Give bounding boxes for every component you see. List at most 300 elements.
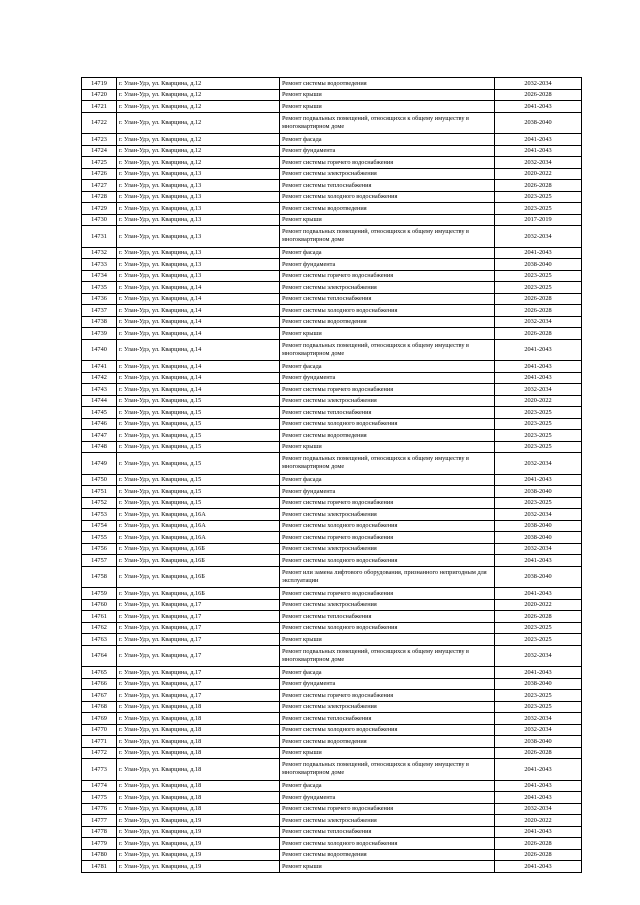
work-type-cell: Ремонт системы холодного водоснабжения (280, 838, 495, 850)
row-number-cell: 14776 (82, 803, 117, 815)
work-type-cell: Ремонт подвальных помещений, относящихся к общему имуществу в многоквартирном доме (280, 226, 495, 248)
table-row (82, 407, 582, 419)
table-row (82, 316, 582, 328)
address-cell: г. Улан-Удэ, ул. Кварцина, д.12 (117, 101, 280, 113)
work-type-cell: Ремонт системы водоотведения (280, 316, 495, 328)
period-cell: 2041-2043 (495, 555, 582, 567)
row-number-cell: 14751 (82, 486, 117, 498)
table-row (82, 78, 582, 90)
table-row (82, 112, 582, 134)
row-number-cell: 14743 (82, 384, 117, 396)
table-row (82, 838, 582, 850)
row-number-cell: 14753 (82, 509, 117, 521)
work-type-cell: Ремонт системы водоотведения (280, 736, 495, 748)
row-number-cell: 14741 (82, 361, 117, 373)
row-number-cell: 14747 (82, 430, 117, 442)
table-row (82, 157, 582, 169)
table-row (82, 430, 582, 442)
work-type-cell: Ремонт крыши (280, 101, 495, 113)
row-number-cell: 14744 (82, 395, 117, 407)
address-cell: г. Улан-Удэ, ул. Кварцина, д.19 (117, 826, 280, 838)
period-cell: 2026-2028 (495, 747, 582, 759)
work-type-cell: Ремонт фундамента (280, 145, 495, 157)
address-cell: г. Улан-Удэ, ул. Кварцина, д.19 (117, 838, 280, 850)
row-number-cell: 14760 (82, 599, 117, 611)
address-cell: г. Улан-Удэ, ул. Кварцина, д.14 (117, 328, 280, 340)
period-cell: 2032-2034 (495, 316, 582, 328)
row-number-cell: 14750 (82, 474, 117, 486)
row-number-cell: 14767 (82, 690, 117, 702)
period-cell: 2017-2019 (495, 214, 582, 226)
period-cell: 2032-2034 (495, 226, 582, 248)
row-number-cell: 14768 (82, 701, 117, 713)
table-row (82, 747, 582, 759)
period-cell: 2023-2025 (495, 282, 582, 294)
work-type-cell: Ремонт системы электроснабжения (280, 282, 495, 294)
row-number-cell: 14755 (82, 532, 117, 544)
period-cell: 2026-2028 (495, 328, 582, 340)
address-cell: г. Улан-Удэ, ул. Кварцина, д.12 (117, 157, 280, 169)
address-cell: г. Улан-Удэ, ул. Кварцина, д.12 (117, 145, 280, 157)
address-cell: г. Улан-Удэ, ул. Кварцина, д.14 (117, 282, 280, 294)
table-row (82, 736, 582, 748)
period-cell: 2041-2043 (495, 780, 582, 792)
address-cell: г. Улан-Удэ, ул. Кварцина, д.13 (117, 180, 280, 192)
table-row (82, 520, 582, 532)
period-cell: 2041-2043 (495, 145, 582, 157)
row-number-cell: 14779 (82, 838, 117, 850)
address-cell: г. Улан-Удэ, ул. Кварцина, д.15 (117, 395, 280, 407)
address-cell: г. Улан-Удэ, ул. Кварцина, д.14 (117, 305, 280, 317)
table-row (82, 497, 582, 509)
address-cell: г. Улан-Удэ, ул. Кварцина, д.17 (117, 634, 280, 646)
work-type-cell: Ремонт системы теплоснабжения (280, 713, 495, 725)
period-cell: 2020-2022 (495, 599, 582, 611)
row-number-cell: 14759 (82, 588, 117, 600)
work-type-cell: Ремонт подвальных помещений, относящихся к общему имуществу в многоквартирном доме (280, 339, 495, 361)
table-row (82, 622, 582, 634)
row-number-cell: 14778 (82, 826, 117, 838)
work-type-cell: Ремонт фасада (280, 667, 495, 679)
work-type-cell: Ремонт подвальных помещений, относящихся к общему имуществу в многоквартирном доме (280, 453, 495, 475)
table-row (82, 701, 582, 713)
table-row (82, 826, 582, 838)
row-number-cell: 14761 (82, 611, 117, 623)
address-cell: г. Улан-Удэ, ул. Кварцина, д.18 (117, 701, 280, 713)
address-cell: г. Улан-Удэ, ул. Кварцина, д.12 (117, 112, 280, 134)
period-cell: 2032-2034 (495, 713, 582, 725)
address-cell: г. Улан-Удэ, ул. Кварцина, д.15 (117, 418, 280, 430)
table-body (82, 78, 582, 873)
row-number-cell: 14752 (82, 497, 117, 509)
work-type-cell: Ремонт системы холодного водоснабжения (280, 418, 495, 430)
address-cell: г. Улан-Удэ, ул. Кварцина, д.16А (117, 509, 280, 521)
work-type-cell: Ремонт системы горячего водоснабжения (280, 497, 495, 509)
work-type-cell: Ремонт фасада (280, 474, 495, 486)
document-page (81, 77, 569, 873)
address-cell: г. Улан-Удэ, ул. Кварцина, д.16Б (117, 555, 280, 567)
work-type-cell: Ремонт фундамента (280, 372, 495, 384)
address-cell: г. Улан-Удэ, ул. Кварцина, д.12 (117, 89, 280, 101)
period-cell: 2032-2034 (495, 453, 582, 475)
period-cell: 2038-2040 (495, 520, 582, 532)
address-cell: г. Улан-Удэ, ул. Кварцина, д.13 (117, 270, 280, 282)
row-number-cell: 14727 (82, 180, 117, 192)
address-cell: г. Улан-Удэ, ул. Кварцина, д.15 (117, 497, 280, 509)
row-number-cell: 14735 (82, 282, 117, 294)
period-cell: 2020-2022 (495, 815, 582, 827)
work-type-cell: Ремонт системы теплоснабжения (280, 826, 495, 838)
table-row (82, 566, 582, 588)
work-type-cell: Ремонт фасада (280, 780, 495, 792)
period-cell: 2032-2034 (495, 384, 582, 396)
table-row (82, 678, 582, 690)
period-cell: 2026-2028 (495, 293, 582, 305)
period-cell: 2032-2034 (495, 157, 582, 169)
address-cell: г. Улан-Удэ, ул. Кварцина, д.13 (117, 168, 280, 180)
table-row (82, 645, 582, 667)
address-cell: г. Улан-Удэ, ул. Кварцина, д.15 (117, 441, 280, 453)
work-type-cell: Ремонт крыши (280, 861, 495, 873)
period-cell: 2041-2043 (495, 247, 582, 259)
period-cell: 2032-2034 (495, 509, 582, 521)
table-row (82, 599, 582, 611)
work-type-cell: Ремонт подвальных помещений, относящихся к общему имуществу в многоквартирном доме (280, 645, 495, 667)
row-number-cell: 14756 (82, 543, 117, 555)
table-row (82, 861, 582, 873)
period-cell: 2041-2043 (495, 759, 582, 781)
address-cell: г. Улан-Удэ, ул. Кварцина, д.13 (117, 191, 280, 203)
work-type-cell: Ремонт системы водоотведения (280, 78, 495, 90)
table-row (82, 780, 582, 792)
work-type-cell: Ремонт системы холодного водоснабжения (280, 622, 495, 634)
address-cell: г. Улан-Удэ, ул. Кварцина, д.17 (117, 611, 280, 623)
work-type-cell: Ремонт системы холодного водоснабжения (280, 191, 495, 203)
work-type-cell: Ремонт фундамента (280, 486, 495, 498)
table-row (82, 555, 582, 567)
address-cell: г. Улан-Удэ, ул. Кварцина, д.14 (117, 384, 280, 396)
row-number-cell: 14764 (82, 645, 117, 667)
work-type-cell: Ремонт системы горячего водоснабжения (280, 384, 495, 396)
row-number-cell: 14770 (82, 724, 117, 736)
address-cell: г. Улан-Удэ, ул. Кварцина, д.17 (117, 599, 280, 611)
period-cell: 2023-2025 (495, 191, 582, 203)
period-cell: 2023-2025 (495, 622, 582, 634)
work-type-cell: Ремонт крыши (280, 328, 495, 340)
period-cell: 2023-2025 (495, 701, 582, 713)
address-cell: г. Улан-Удэ, ул. Кварцина, д.17 (117, 667, 280, 679)
period-cell: 2032-2034 (495, 645, 582, 667)
period-cell: 2041-2043 (495, 826, 582, 838)
address-cell: г. Улан-Удэ, ул. Кварцина, д.14 (117, 361, 280, 373)
period-cell: 2020-2022 (495, 395, 582, 407)
work-type-cell: Ремонт подвальных помещений, относящихся к общему имуществу в многоквартирном доме (280, 759, 495, 781)
row-number-cell: 14742 (82, 372, 117, 384)
period-cell: 2026-2028 (495, 838, 582, 850)
row-number-cell: 14739 (82, 328, 117, 340)
row-number-cell: 14723 (82, 134, 117, 146)
row-number-cell: 14757 (82, 555, 117, 567)
row-number-cell: 14780 (82, 849, 117, 861)
row-number-cell: 14736 (82, 293, 117, 305)
table-row (82, 305, 582, 317)
table-row (82, 361, 582, 373)
row-number-cell: 14771 (82, 736, 117, 748)
work-type-cell: Ремонт системы холодного водоснабжения (280, 305, 495, 317)
period-cell: 2032-2034 (495, 724, 582, 736)
address-cell: г. Улан-Удэ, ул. Кварцина, д.15 (117, 407, 280, 419)
period-cell: 2032-2034 (495, 78, 582, 90)
table-row (82, 667, 582, 679)
table-row (82, 803, 582, 815)
period-cell: 2023-2025 (495, 418, 582, 430)
row-number-cell: 14740 (82, 339, 117, 361)
period-cell: 2038-2040 (495, 736, 582, 748)
row-number-cell: 14765 (82, 667, 117, 679)
period-cell: 2041-2043 (495, 134, 582, 146)
address-cell: г. Улан-Удэ, ул. Кварцина, д.18 (117, 803, 280, 815)
address-cell: г. Улан-Удэ, ул. Кварцина, д.16А (117, 520, 280, 532)
address-cell: г. Улан-Удэ, ул. Кварцина, д.13 (117, 226, 280, 248)
work-type-cell: Ремонт системы горячего водоснабжения (280, 588, 495, 600)
address-cell: г. Улан-Удэ, ул. Кварцина, д.16Б (117, 588, 280, 600)
row-number-cell: 14737 (82, 305, 117, 317)
period-cell: 2026-2028 (495, 611, 582, 623)
period-cell: 2041-2043 (495, 474, 582, 486)
table-row (82, 543, 582, 555)
row-number-cell: 14745 (82, 407, 117, 419)
address-cell: г. Улан-Удэ, ул. Кварцина, д.18 (117, 747, 280, 759)
work-type-cell: Ремонт системы электроснабжения (280, 701, 495, 713)
address-cell: г. Улан-Удэ, ул. Кварцина, д.12 (117, 78, 280, 90)
work-type-cell: Ремонт системы электроснабжения (280, 599, 495, 611)
table-row (82, 724, 582, 736)
period-cell: 2026-2028 (495, 180, 582, 192)
period-cell: 2026-2028 (495, 89, 582, 101)
address-cell: г. Улан-Удэ, ул. Кварцина, д.19 (117, 861, 280, 873)
table-row (82, 759, 582, 781)
table-row (82, 282, 582, 294)
period-cell: 2023-2025 (495, 430, 582, 442)
table-row (82, 89, 582, 101)
period-cell: 2023-2025 (495, 690, 582, 702)
address-cell: г. Улан-Удэ, ул. Кварцина, д.16А (117, 532, 280, 544)
period-cell: 2032-2034 (495, 803, 582, 815)
address-cell: г. Улан-Удэ, ул. Кварцина, д.17 (117, 678, 280, 690)
work-type-cell: Ремонт крыши (280, 214, 495, 226)
address-cell: г. Улан-Удэ, ул. Кварцина, д.16Б (117, 566, 280, 588)
address-cell: г. Улан-Удэ, ул. Кварцина, д.18 (117, 759, 280, 781)
period-cell: 2023-2025 (495, 441, 582, 453)
address-cell: г. Улан-Удэ, ул. Кварцина, д.13 (117, 259, 280, 271)
period-cell: 2038-2040 (495, 566, 582, 588)
work-type-cell: Ремонт системы холодного водоснабжения (280, 724, 495, 736)
table-row (82, 180, 582, 192)
row-number-cell: 14762 (82, 622, 117, 634)
period-cell: 2038-2040 (495, 678, 582, 690)
address-cell: г. Улан-Удэ, ул. Кварцина, д.16Б (117, 543, 280, 555)
table-row (82, 486, 582, 498)
table-row (82, 441, 582, 453)
address-cell: г. Улан-Удэ, ул. Кварцина, д.15 (117, 486, 280, 498)
address-cell: г. Улан-Удэ, ул. Кварцина, д.14 (117, 293, 280, 305)
row-number-cell: 14728 (82, 191, 117, 203)
row-number-cell: 14773 (82, 759, 117, 781)
work-type-cell: Ремонт системы теплоснабжения (280, 407, 495, 419)
table-row (82, 328, 582, 340)
address-cell: г. Улан-Удэ, ул. Кварцина, д.17 (117, 645, 280, 667)
row-number-cell: 14722 (82, 112, 117, 134)
work-type-cell: Ремонт системы электроснабжения (280, 815, 495, 827)
row-number-cell: 14720 (82, 89, 117, 101)
work-type-cell: Ремонт системы холодного водоснабжения (280, 520, 495, 532)
table-row (82, 713, 582, 725)
row-number-cell: 14729 (82, 203, 117, 215)
row-number-cell: 14731 (82, 226, 117, 248)
table-row (82, 634, 582, 646)
address-cell: г. Улан-Удэ, ул. Кварцина, д.13 (117, 247, 280, 259)
period-cell: 2026-2028 (495, 305, 582, 317)
work-type-cell: Ремонт системы электроснабжения (280, 543, 495, 555)
period-cell: 2023-2025 (495, 407, 582, 419)
address-cell: г. Улан-Удэ, ул. Кварцина, д.18 (117, 780, 280, 792)
table-row (82, 792, 582, 804)
address-cell: г. Улан-Удэ, ул. Кварцина, д.15 (117, 453, 280, 475)
row-number-cell: 14724 (82, 145, 117, 157)
period-cell: 2041-2043 (495, 861, 582, 873)
work-type-cell: Ремонт системы электроснабжения (280, 395, 495, 407)
row-number-cell: 14749 (82, 453, 117, 475)
row-number-cell: 14726 (82, 168, 117, 180)
work-type-cell: Ремонт крыши (280, 89, 495, 101)
row-number-cell: 14754 (82, 520, 117, 532)
row-number-cell: 14772 (82, 747, 117, 759)
row-number-cell: 14725 (82, 157, 117, 169)
work-type-cell: Ремонт системы водоотведения (280, 430, 495, 442)
period-cell: 2020-2022 (495, 168, 582, 180)
row-number-cell: 14734 (82, 270, 117, 282)
period-cell: 2038-2040 (495, 486, 582, 498)
table-row (82, 247, 582, 259)
work-type-cell: Ремонт крыши (280, 634, 495, 646)
work-type-cell: Ремонт системы теплоснабжения (280, 293, 495, 305)
table-row (82, 145, 582, 157)
work-type-cell: Ремонт системы электроснабжения (280, 509, 495, 521)
row-number-cell: 14766 (82, 678, 117, 690)
row-number-cell: 14738 (82, 316, 117, 328)
work-type-cell: Ремонт или замена лифтового оборудования, признанного непригодным для эксплуатации (280, 566, 495, 588)
table-row (82, 372, 582, 384)
table-row (82, 453, 582, 475)
table-row (82, 293, 582, 305)
table-row (82, 690, 582, 702)
row-number-cell: 14758 (82, 566, 117, 588)
address-cell: г. Улан-Удэ, ул. Кварцина, д.14 (117, 316, 280, 328)
period-cell: 2041-2043 (495, 588, 582, 600)
row-number-cell: 14721 (82, 101, 117, 113)
period-cell: 2041-2043 (495, 361, 582, 373)
table-row (82, 418, 582, 430)
work-type-cell: Ремонт подвальных помещений, относящихся к общему имуществу в многоквартирном доме (280, 112, 495, 134)
work-type-cell: Ремонт системы электроснабжения (280, 168, 495, 180)
address-cell: г. Улан-Удэ, ул. Кварцина, д.17 (117, 622, 280, 634)
row-number-cell: 14777 (82, 815, 117, 827)
period-cell: 2023-2025 (495, 270, 582, 282)
work-type-cell: Ремонт фасада (280, 134, 495, 146)
table-row (82, 203, 582, 215)
work-type-cell: Ремонт системы теплоснабжения (280, 611, 495, 623)
period-cell: 2038-2040 (495, 532, 582, 544)
period-cell: 2032-2034 (495, 543, 582, 555)
address-cell: г. Улан-Удэ, ул. Кварцина, д.15 (117, 430, 280, 442)
table-row (82, 226, 582, 248)
address-cell: г. Улан-Удэ, ул. Кварцина, д.12 (117, 134, 280, 146)
table-row (82, 270, 582, 282)
table-row (82, 395, 582, 407)
work-type-cell: Ремонт системы водоотведения (280, 203, 495, 215)
table-row (82, 101, 582, 113)
table-row (82, 191, 582, 203)
address-cell: г. Улан-Удэ, ул. Кварцина, д.18 (117, 736, 280, 748)
work-type-cell: Ремонт системы горячего водоснабжения (280, 157, 495, 169)
address-cell: г. Улан-Удэ, ул. Кварцина, д.18 (117, 724, 280, 736)
table-row (82, 339, 582, 361)
row-number-cell: 14775 (82, 792, 117, 804)
address-cell: г. Улан-Удэ, ул. Кварцина, д.13 (117, 203, 280, 215)
period-cell: 2038-2040 (495, 112, 582, 134)
address-cell: г. Улан-Удэ, ул. Кварцина, д.15 (117, 474, 280, 486)
row-number-cell: 14748 (82, 441, 117, 453)
table-row (82, 532, 582, 544)
work-type-cell: Ремонт фасада (280, 247, 495, 259)
address-cell: г. Улан-Удэ, ул. Кварцина, д.14 (117, 339, 280, 361)
work-type-cell: Ремонт крыши (280, 747, 495, 759)
row-number-cell: 14781 (82, 861, 117, 873)
repair-schedule-table (81, 77, 582, 873)
address-cell: г. Улан-Удэ, ул. Кварцина, д.18 (117, 792, 280, 804)
work-type-cell: Ремонт системы горячего водоснабжения (280, 532, 495, 544)
table-row (82, 849, 582, 861)
work-type-cell: Ремонт крыши (280, 441, 495, 453)
row-number-cell: 14733 (82, 259, 117, 271)
work-type-cell: Ремонт системы горячего водоснабжения (280, 270, 495, 282)
table-row (82, 815, 582, 827)
table-row (82, 384, 582, 396)
table-row (82, 588, 582, 600)
table-row (82, 509, 582, 521)
row-number-cell: 14732 (82, 247, 117, 259)
row-number-cell: 14774 (82, 780, 117, 792)
table-row (82, 214, 582, 226)
table-row (82, 168, 582, 180)
work-type-cell: Ремонт фундамента (280, 678, 495, 690)
work-type-cell: Ремонт фасада (280, 361, 495, 373)
address-cell: г. Улан-Удэ, ул. Кварцина, д.14 (117, 372, 280, 384)
period-cell: 2041-2043 (495, 667, 582, 679)
period-cell: 2041-2043 (495, 339, 582, 361)
address-cell: г. Улан-Удэ, ул. Кварцина, д.19 (117, 849, 280, 861)
period-cell: 2023-2025 (495, 203, 582, 215)
row-number-cell: 14730 (82, 214, 117, 226)
work-type-cell: Ремонт фундамента (280, 259, 495, 271)
table-row (82, 474, 582, 486)
table-row (82, 259, 582, 271)
row-number-cell: 14769 (82, 713, 117, 725)
address-cell: г. Улан-Удэ, ул. Кварцина, д.13 (117, 214, 280, 226)
period-cell: 2023-2025 (495, 634, 582, 646)
period-cell: 2041-2043 (495, 101, 582, 113)
period-cell: 2038-2040 (495, 259, 582, 271)
